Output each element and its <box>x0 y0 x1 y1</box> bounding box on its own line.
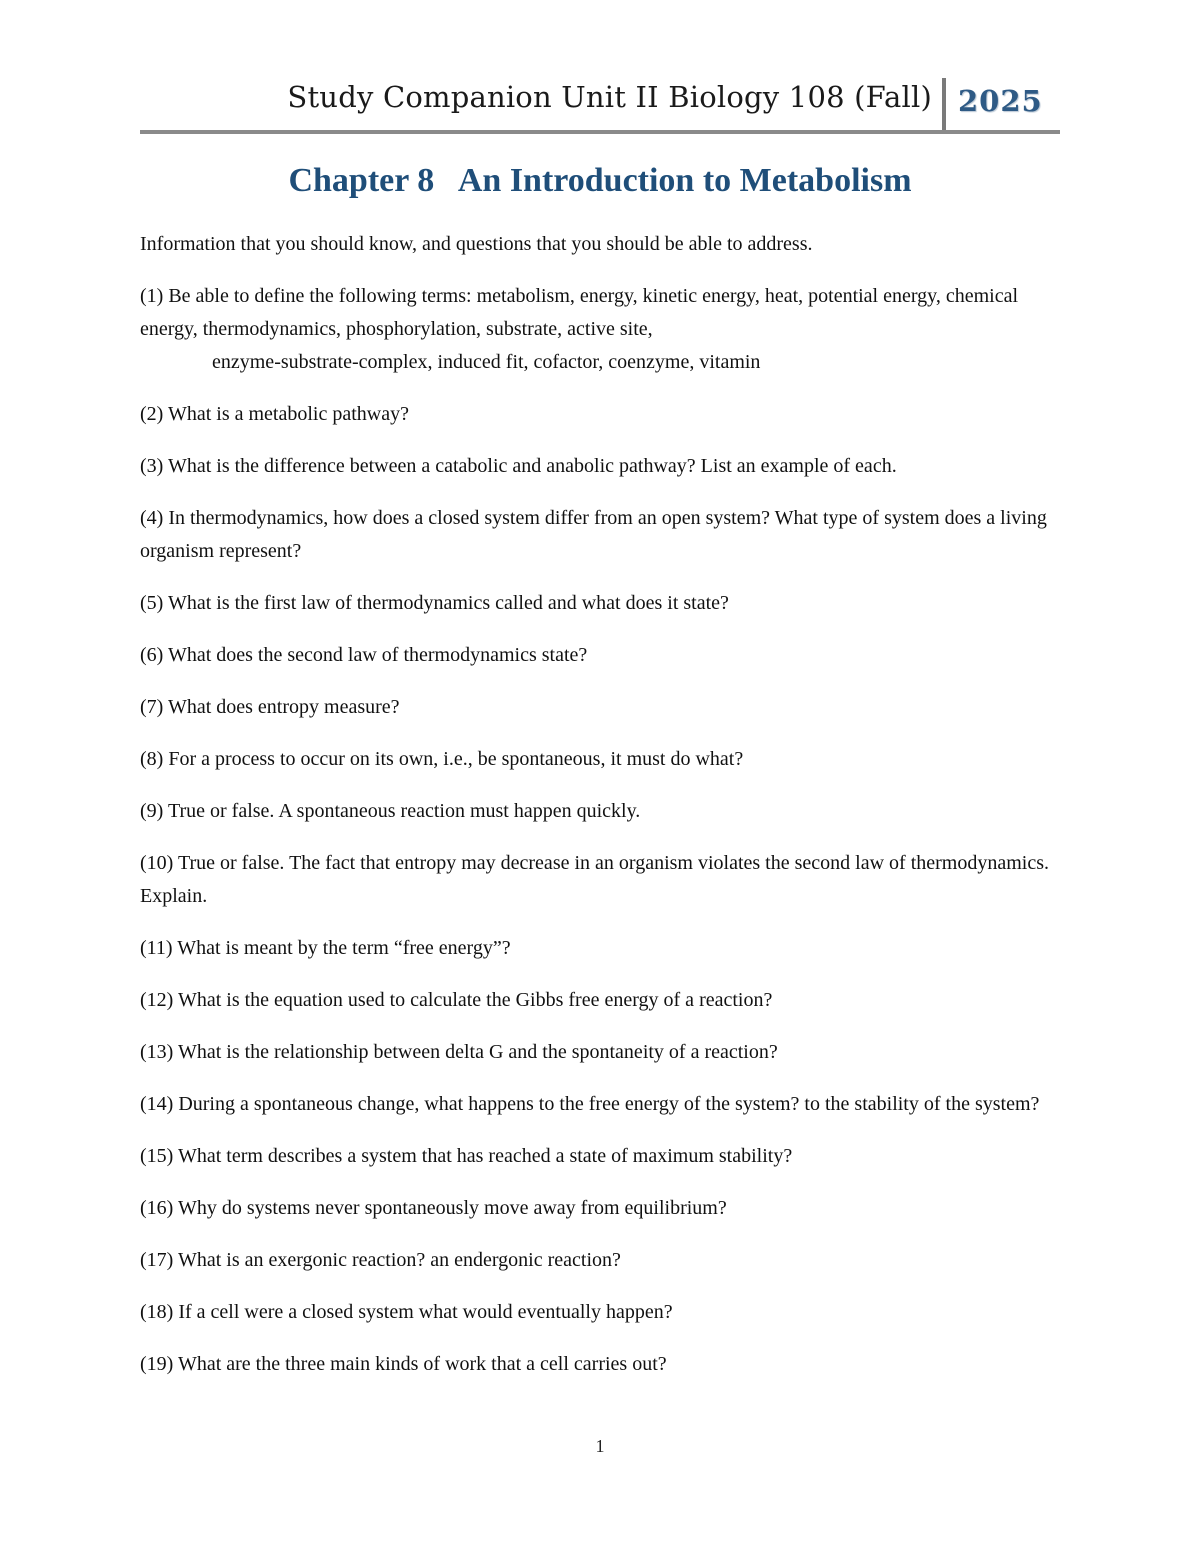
question-19: (19) What are the three main kinds of work that a cell carries out? <box>140 1353 667 1375</box>
header-title: Study Companion Unit II Biology 108 (Fall) <box>287 80 932 114</box>
question-8: (8) For a process to occur on its own, i.e., be spontaneous, it must do what? <box>140 748 744 770</box>
question-3: (3) What is the difference between a catabolic and anabolic pathway? List an example of each. <box>140 455 897 477</box>
document-body <box>140 228 1065 1400</box>
question-1-text: (1) Be able to define the following terms: metabolism, energy, kinetic energy, heat, potential energy, chemical energy, thermodynamics, phosphorylation, substrate, active site, <box>140 285 1019 340</box>
question-15: (15) What term describes a system that has reached a state of maximum stability? <box>140 1145 793 1167</box>
header-rule <box>140 130 1060 134</box>
chapter-title: Chapter 8 An Introduction to Metabolism <box>288 162 912 199</box>
question-14: (14) During a spontaneous change, what happens to the free energy of the system? to the stability of the system? <box>140 1093 1040 1115</box>
header-divider <box>942 78 946 130</box>
question-18: (18) If a cell were a closed system what would eventually happen? <box>140 1301 673 1323</box>
question-1-continuation: enzyme-substrate-complex, induced fit, cofactor, coenzyme, vitamin <box>212 351 761 373</box>
question-1 <box>140 280 1065 379</box>
question-2: (2) What is a metabolic pathway? <box>140 403 409 425</box>
question-17: (17) What is an exergonic reaction? an endergonic reaction? <box>140 1249 621 1271</box>
question-16: (16) Why do systems never spontaneously move away from equilibrium? <box>140 1197 727 1219</box>
question-4: (4) In thermodynamics, how does a closed system differ from an open system? What type of system does a living organism represent? <box>140 507 1047 562</box>
question-5: (5) What is the first law of thermodynamics called and what does it state? <box>140 592 729 614</box>
question-9: (9) True or false. A spontaneous reaction must happen quickly. <box>140 800 641 822</box>
header-year: 2025 <box>958 84 1043 118</box>
question-7: (7) What does entropy measure? <box>140 696 400 718</box>
question-11: (11) What is meant by the term “free energy”? <box>140 937 511 959</box>
question-13: (13) What is the relationship between delta G and the spontaneity of a reaction? <box>140 1041 778 1063</box>
page-header <box>140 78 1060 134</box>
page-number: 1 <box>595 1436 605 1456</box>
question-12: (12) What is the equation used to calculate the Gibbs free energy of a reaction? <box>140 989 773 1011</box>
question-6: (6) What does the second law of thermodynamics state? <box>140 644 588 666</box>
intro-text: Information that you should know, and questions that you should be able to address. <box>140 233 813 255</box>
question-10: (10) True or false. The fact that entropy may decrease in an organism violates the second law of thermodynamics. Explain. <box>140 852 1049 907</box>
